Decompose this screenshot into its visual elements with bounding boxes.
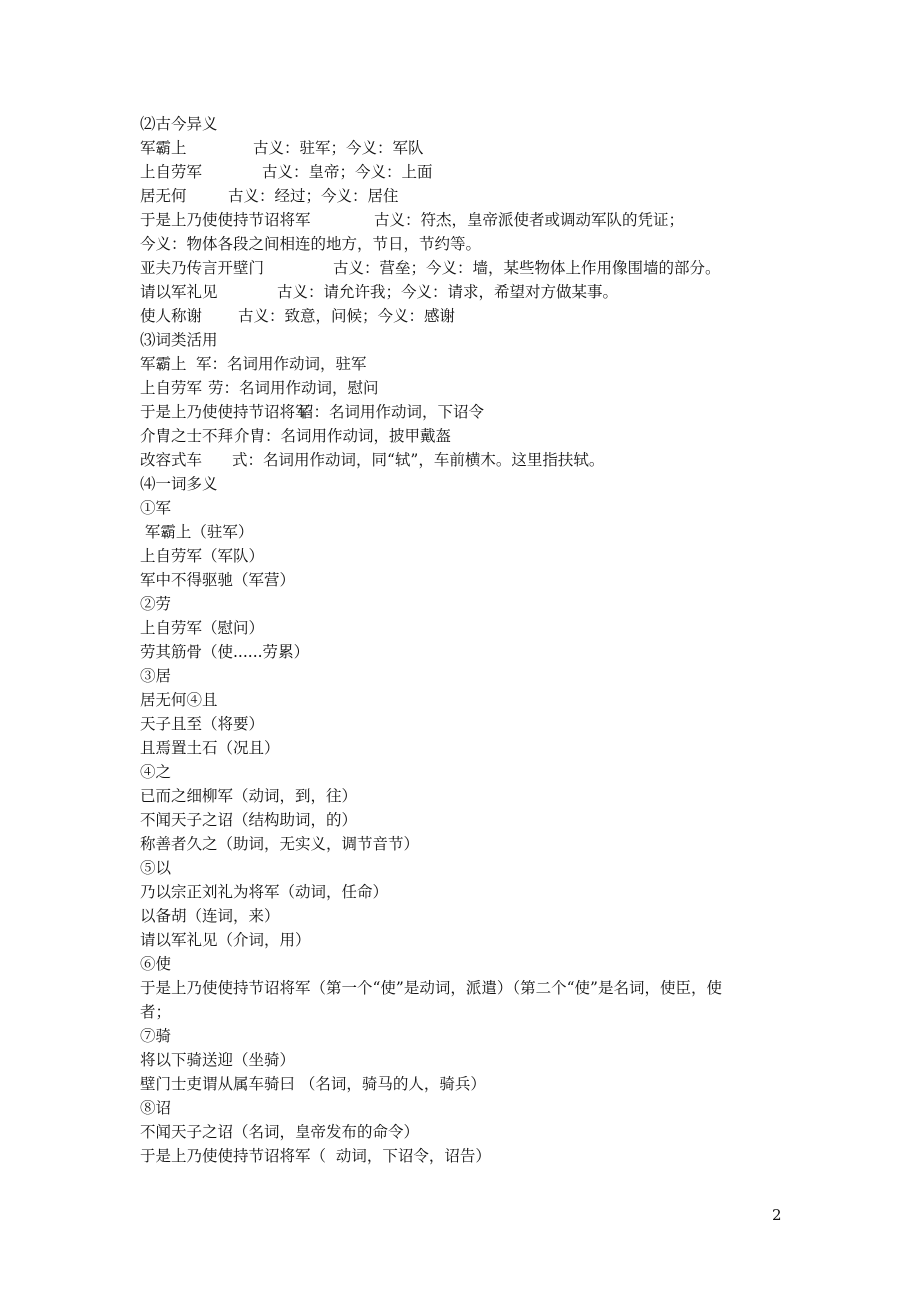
text-line bbox=[140, 664, 790, 688]
line-text: 壁门士吏谓从属车骑曰 （名词，骑马的人，骑兵） bbox=[140, 1075, 486, 1093]
line-text: 请以军礼见 bbox=[140, 283, 218, 301]
text-line bbox=[140, 184, 790, 208]
line-text: 军霸上 bbox=[140, 139, 187, 157]
text-line bbox=[140, 1096, 790, 1120]
line-text: 军霸上（驻军） bbox=[140, 523, 254, 541]
line-text: 称善者久之（助词，无实义，调节音节） bbox=[140, 835, 420, 853]
text-line bbox=[140, 760, 790, 784]
line-text: ②劳 bbox=[140, 595, 172, 613]
line-text: 上自劳军（慰问） bbox=[140, 619, 265, 637]
text-line bbox=[140, 424, 790, 448]
text-line bbox=[140, 376, 790, 400]
line-text: 军中不得驱驰（军营） bbox=[140, 571, 296, 589]
text-line bbox=[140, 1072, 790, 1096]
line-annotation: 劳：名词用作动词，慰问 bbox=[208, 379, 379, 397]
line-text: 居无何 bbox=[140, 187, 187, 205]
line-text: 于是上乃使使持节诏将军 bbox=[140, 211, 311, 229]
line-text: 乃以宗正刘礼为将军（动词，任命） bbox=[140, 883, 389, 901]
text-line bbox=[140, 784, 790, 808]
text-line bbox=[140, 640, 790, 664]
text-line bbox=[140, 976, 790, 1000]
text-line bbox=[140, 688, 790, 712]
line-text: 以备胡（连词，来） bbox=[140, 907, 280, 925]
line-annotation: 古义：驻军；今义：军队 bbox=[253, 139, 424, 157]
line-text: 军霸上 bbox=[140, 355, 187, 373]
line-text: 使人称谢 bbox=[140, 307, 203, 325]
text-line bbox=[140, 952, 790, 976]
line-text: 于是上乃使使持节诏将军 bbox=[140, 403, 311, 421]
line-annotation: 军：名词用作动词，驻军 bbox=[196, 355, 367, 373]
line-text: 改容式车 bbox=[140, 451, 203, 469]
line-text: ⑷一词多义 bbox=[140, 475, 218, 493]
text-line bbox=[140, 592, 790, 616]
text-line bbox=[140, 256, 790, 280]
line-annotation: 古义：符杰，皇帝派使者或调动军队的凭证； bbox=[374, 211, 685, 229]
text-line bbox=[140, 616, 790, 640]
page-number: 2 bbox=[772, 1206, 782, 1224]
line-text: ⑦骑 bbox=[140, 1027, 172, 1045]
text-line bbox=[140, 112, 790, 136]
line-annotation: 古义：请允许我；今义：请求，希望对方做某事。 bbox=[277, 283, 619, 301]
line-text: ⑶词类活用 bbox=[140, 331, 218, 349]
line-text: 亚夫乃传言开壁门 bbox=[140, 259, 265, 277]
text-line bbox=[140, 1000, 790, 1024]
line-text: 且焉置土石（况且） bbox=[140, 739, 280, 757]
line-text: 于是上乃使使持节诏将军（第一个“使”是动词，派遣）（第二个“使”是名词，使臣，使 bbox=[140, 979, 722, 997]
text-line bbox=[140, 880, 790, 904]
text-line bbox=[140, 232, 790, 256]
line-text: 居无何④且 bbox=[140, 691, 218, 709]
line-text: ①军 bbox=[140, 499, 172, 517]
line-annotation: 诏：名词用作动词，下诏令 bbox=[298, 403, 485, 421]
text-line bbox=[140, 472, 790, 496]
text-line bbox=[140, 736, 790, 760]
text-line bbox=[140, 160, 790, 184]
text-line bbox=[140, 712, 790, 736]
line-text: 介胄之士不拜 bbox=[140, 427, 234, 445]
text-line bbox=[140, 280, 790, 304]
text-line bbox=[140, 328, 790, 352]
line-annotation: 式：名词用作动词，同“轼”，车前横木。这里指扶轼。 bbox=[232, 451, 605, 469]
line-text: 于是上乃使使持节诏将军（ 动词，下诏令，诏告） bbox=[140, 1147, 491, 1165]
line-text: 上自劳军（军队） bbox=[140, 547, 265, 565]
line-annotation: 介胄：名词用作动词，披甲戴盔 bbox=[234, 427, 452, 445]
line-annotation: 古义：皇帝；今义：上面 bbox=[262, 163, 433, 181]
text-line bbox=[140, 520, 790, 544]
line-text: 上自劳军 bbox=[140, 163, 203, 181]
line-text: 已而之细柳军（动词，到，往） bbox=[140, 787, 358, 805]
text-line bbox=[140, 928, 790, 952]
text-line bbox=[140, 1120, 790, 1144]
line-text: ⑤以 bbox=[140, 859, 172, 877]
line-text: ⑧诏 bbox=[140, 1099, 172, 1117]
line-text: 上自劳军 bbox=[140, 379, 203, 397]
text-line bbox=[140, 304, 790, 328]
line-text: 今义：物体各段之间相连的地方，节日，节约等。 bbox=[140, 235, 482, 253]
text-line bbox=[140, 808, 790, 832]
line-text: 将以下骑送迎（坐骑） bbox=[140, 1051, 296, 1069]
line-text: ⑥使 bbox=[140, 955, 172, 973]
line-annotation: 古义：营垒；今义：墙，某些物体上作用像围墙的部分。 bbox=[333, 259, 721, 277]
line-text: 请以军礼见（介词，用） bbox=[140, 931, 311, 949]
text-line bbox=[140, 856, 790, 880]
text-line bbox=[140, 496, 790, 520]
line-text: 者； bbox=[140, 1003, 172, 1021]
line-text: 不闻天子之诏（结构助词，的） bbox=[140, 811, 358, 829]
text-line bbox=[140, 400, 790, 424]
line-text: ③居 bbox=[140, 667, 172, 685]
text-line bbox=[140, 568, 790, 592]
line-text: ⑵古今异义 bbox=[140, 115, 218, 133]
text-line bbox=[140, 136, 790, 160]
text-line bbox=[140, 904, 790, 928]
line-text: 劳其筋骨（使......劳累） bbox=[140, 643, 310, 661]
text-line bbox=[140, 208, 790, 232]
line-annotation: 古义：经过；今义：居住 bbox=[228, 187, 399, 205]
text-line bbox=[140, 448, 790, 472]
line-text: 天子且至（将要） bbox=[140, 715, 265, 733]
line-text: 不闻天子之诏（名词，皇帝发布的命令） bbox=[140, 1123, 420, 1141]
text-line bbox=[140, 1024, 790, 1048]
document-body bbox=[140, 112, 790, 1168]
line-annotation: 古义：致意，问候；今义：感谢 bbox=[238, 307, 456, 325]
text-line bbox=[140, 544, 790, 568]
text-line bbox=[140, 1048, 790, 1072]
line-text: ④之 bbox=[140, 763, 172, 781]
text-line bbox=[140, 352, 790, 376]
text-line bbox=[140, 1144, 790, 1168]
text-line bbox=[140, 832, 790, 856]
